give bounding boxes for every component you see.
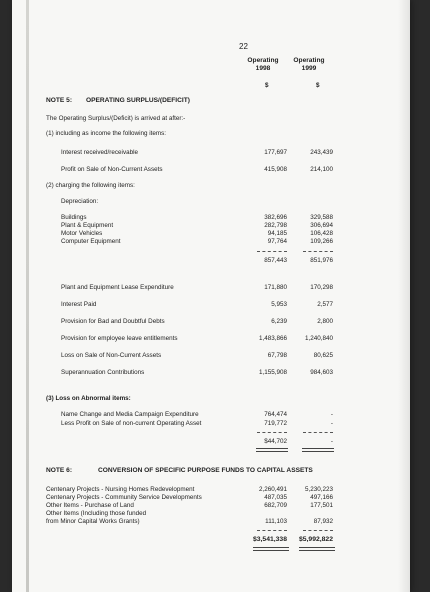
charge-item-1999: 984,603 [310, 369, 333, 376]
depreciation-item-1999: 306,694 [310, 222, 333, 229]
page-edge-shadow [398, 0, 410, 592]
depreciation-item-1999: 109,266 [310, 238, 333, 245]
note6-item-1999: 177,501 [310, 502, 333, 509]
charge-item-label: Plant and Equipment Lease Expenditure [61, 284, 174, 291]
subtotal-rule [303, 530, 333, 532]
income-item-label: Profit on Sale of Non-Current Assets [61, 166, 163, 173]
depreciation-item-1998: 382,696 [264, 214, 287, 221]
charge-item-label: Provision for employee leave entitlements [61, 335, 178, 342]
col-1999-header-line2: 1999 [301, 65, 317, 72]
col-1999-header-line1: Operating [293, 57, 325, 64]
total-double-rule [256, 448, 288, 452]
note6-item-label: Centenary Projects - Nursing Homes Redevelopment [46, 486, 195, 493]
abnormal-total-1998: $44,702 [264, 438, 287, 445]
page-number: 22 [239, 42, 248, 51]
income-item-1998: 177,697 [264, 149, 287, 156]
charge-item-label: Provision for Bad and Doubtful Debts [61, 318, 165, 325]
col-1998-header-line2: 1998 [255, 65, 271, 72]
income-item-label: Interest received/receivable [61, 149, 139, 156]
depreciation-item-1999: 106,428 [310, 230, 333, 237]
charge-item-1999: 170,298 [310, 284, 333, 291]
charge-item-label: Superannuation Contributions [61, 369, 145, 376]
note6-label: NOTE 6: [46, 467, 73, 474]
abnormal-item-1999: - [330, 420, 333, 427]
income-item-1999: 214,100 [310, 166, 333, 173]
note6-item-1998: 111,103 [265, 518, 287, 525]
note5-part3: (3) Loss on Abnormal items: [46, 395, 131, 402]
note6-item-label: Other Items (Including those funded [46, 510, 147, 517]
depreciation-item-1999: 329,588 [310, 214, 333, 221]
income-item-1999: 243,439 [310, 149, 333, 156]
note5-intro: The Operating Surplus/(Deficit) is arrived at after:- [46, 115, 186, 122]
charge-item-1998: 1,155,908 [258, 369, 287, 376]
col-1999-currency: $ [316, 82, 320, 89]
note6-item-label: Other Items - Purchase of Land [46, 502, 134, 509]
note6-item-1998: 487,035 [264, 494, 287, 501]
note6-item-1998: 682,709 [264, 502, 287, 509]
subtotal-rule [303, 432, 333, 434]
depreciation-item-1998: 94,185 [267, 230, 287, 237]
total-double-rule [253, 547, 289, 551]
charge-item-1998: 6,239 [271, 318, 287, 325]
note5-part2: (2) charging the following items: [46, 182, 135, 189]
abnormal-item-1998: 764,474 [264, 411, 287, 418]
charge-item-label: Interest Paid [61, 301, 97, 308]
depreciation-label: Depreciation: [61, 198, 99, 205]
depreciation-item-label: Motor Vehicles [61, 230, 103, 237]
depreciation-item-label: Plant & Equipment [61, 222, 114, 229]
binding-strip [26, 0, 29, 592]
subtotal-rule [257, 530, 287, 532]
note6-item-1999: 497,166 [310, 494, 333, 501]
abnormal-item-1999: - [330, 411, 333, 418]
charge-item-1999: 2,577 [317, 301, 333, 308]
charge-item-1998: 171,880 [264, 284, 287, 291]
note5-label: NOTE 5: [46, 97, 73, 104]
note6-item-label: from Minor Capital Works Grants) [46, 518, 140, 525]
charge-item-1998: 5,953 [271, 301, 287, 308]
depreciation-item-label: Buildings [61, 214, 87, 221]
total-double-rule [299, 547, 335, 551]
abnormal-item-1998: 719,772 [264, 420, 287, 427]
subtotal-rule [303, 251, 333, 253]
depreciation-item-1998: 282,798 [264, 222, 287, 229]
note6-total-1998: $3,541,338 [252, 536, 287, 543]
depreciation-total-1999: 851,976 [310, 257, 333, 264]
note6-item-1998: 2,260,491 [258, 486, 287, 493]
col-1998-header-line1: Operating [247, 57, 279, 64]
document-page [12, 0, 410, 592]
charge-item-1998: 1,483,866 [258, 335, 287, 342]
note6-title: CONVERSION OF SPECIFIC PURPOSE FUNDS TO CAPITAL ASSETS [98, 467, 313, 474]
abnormal-item-label: Less Profit on Sale of non-current Operating Asset [61, 420, 202, 427]
depreciation-item-1998: 97,764 [267, 238, 287, 245]
depreciation-total-1998: 857,443 [264, 257, 287, 264]
col-1998-currency: $ [265, 82, 269, 89]
note6-item-1999: 5,230,223 [304, 486, 333, 493]
charge-item-label: Loss on Sale of Non-Current Assets [61, 352, 162, 359]
note6-item-label: Centenary Projects - Community Service Developments [46, 494, 202, 501]
total-double-rule [302, 448, 334, 452]
depreciation-item-label: Computer Equipment [61, 238, 121, 245]
abnormal-item-label: Name Change and Media Campaign Expenditure [61, 411, 199, 418]
charge-item-1999: 80,625 [313, 352, 333, 359]
charge-item-1998: 67,798 [267, 352, 287, 359]
note5-part1: (1) including as income the following items: [46, 130, 167, 137]
charge-item-1999: 2,800 [317, 318, 333, 325]
subtotal-rule [257, 432, 287, 434]
charge-item-1999: 1,240,840 [304, 335, 333, 342]
note6-total-1999: $5,992,822 [298, 536, 333, 543]
note5-title: OPERATING SURPLUS/(DEFICIT) [86, 97, 190, 104]
abnormal-total-1999: - [330, 438, 333, 445]
note6-item-1999: 87,932 [313, 518, 333, 525]
subtotal-rule [257, 251, 287, 253]
income-item-1998: 415,908 [264, 166, 287, 173]
